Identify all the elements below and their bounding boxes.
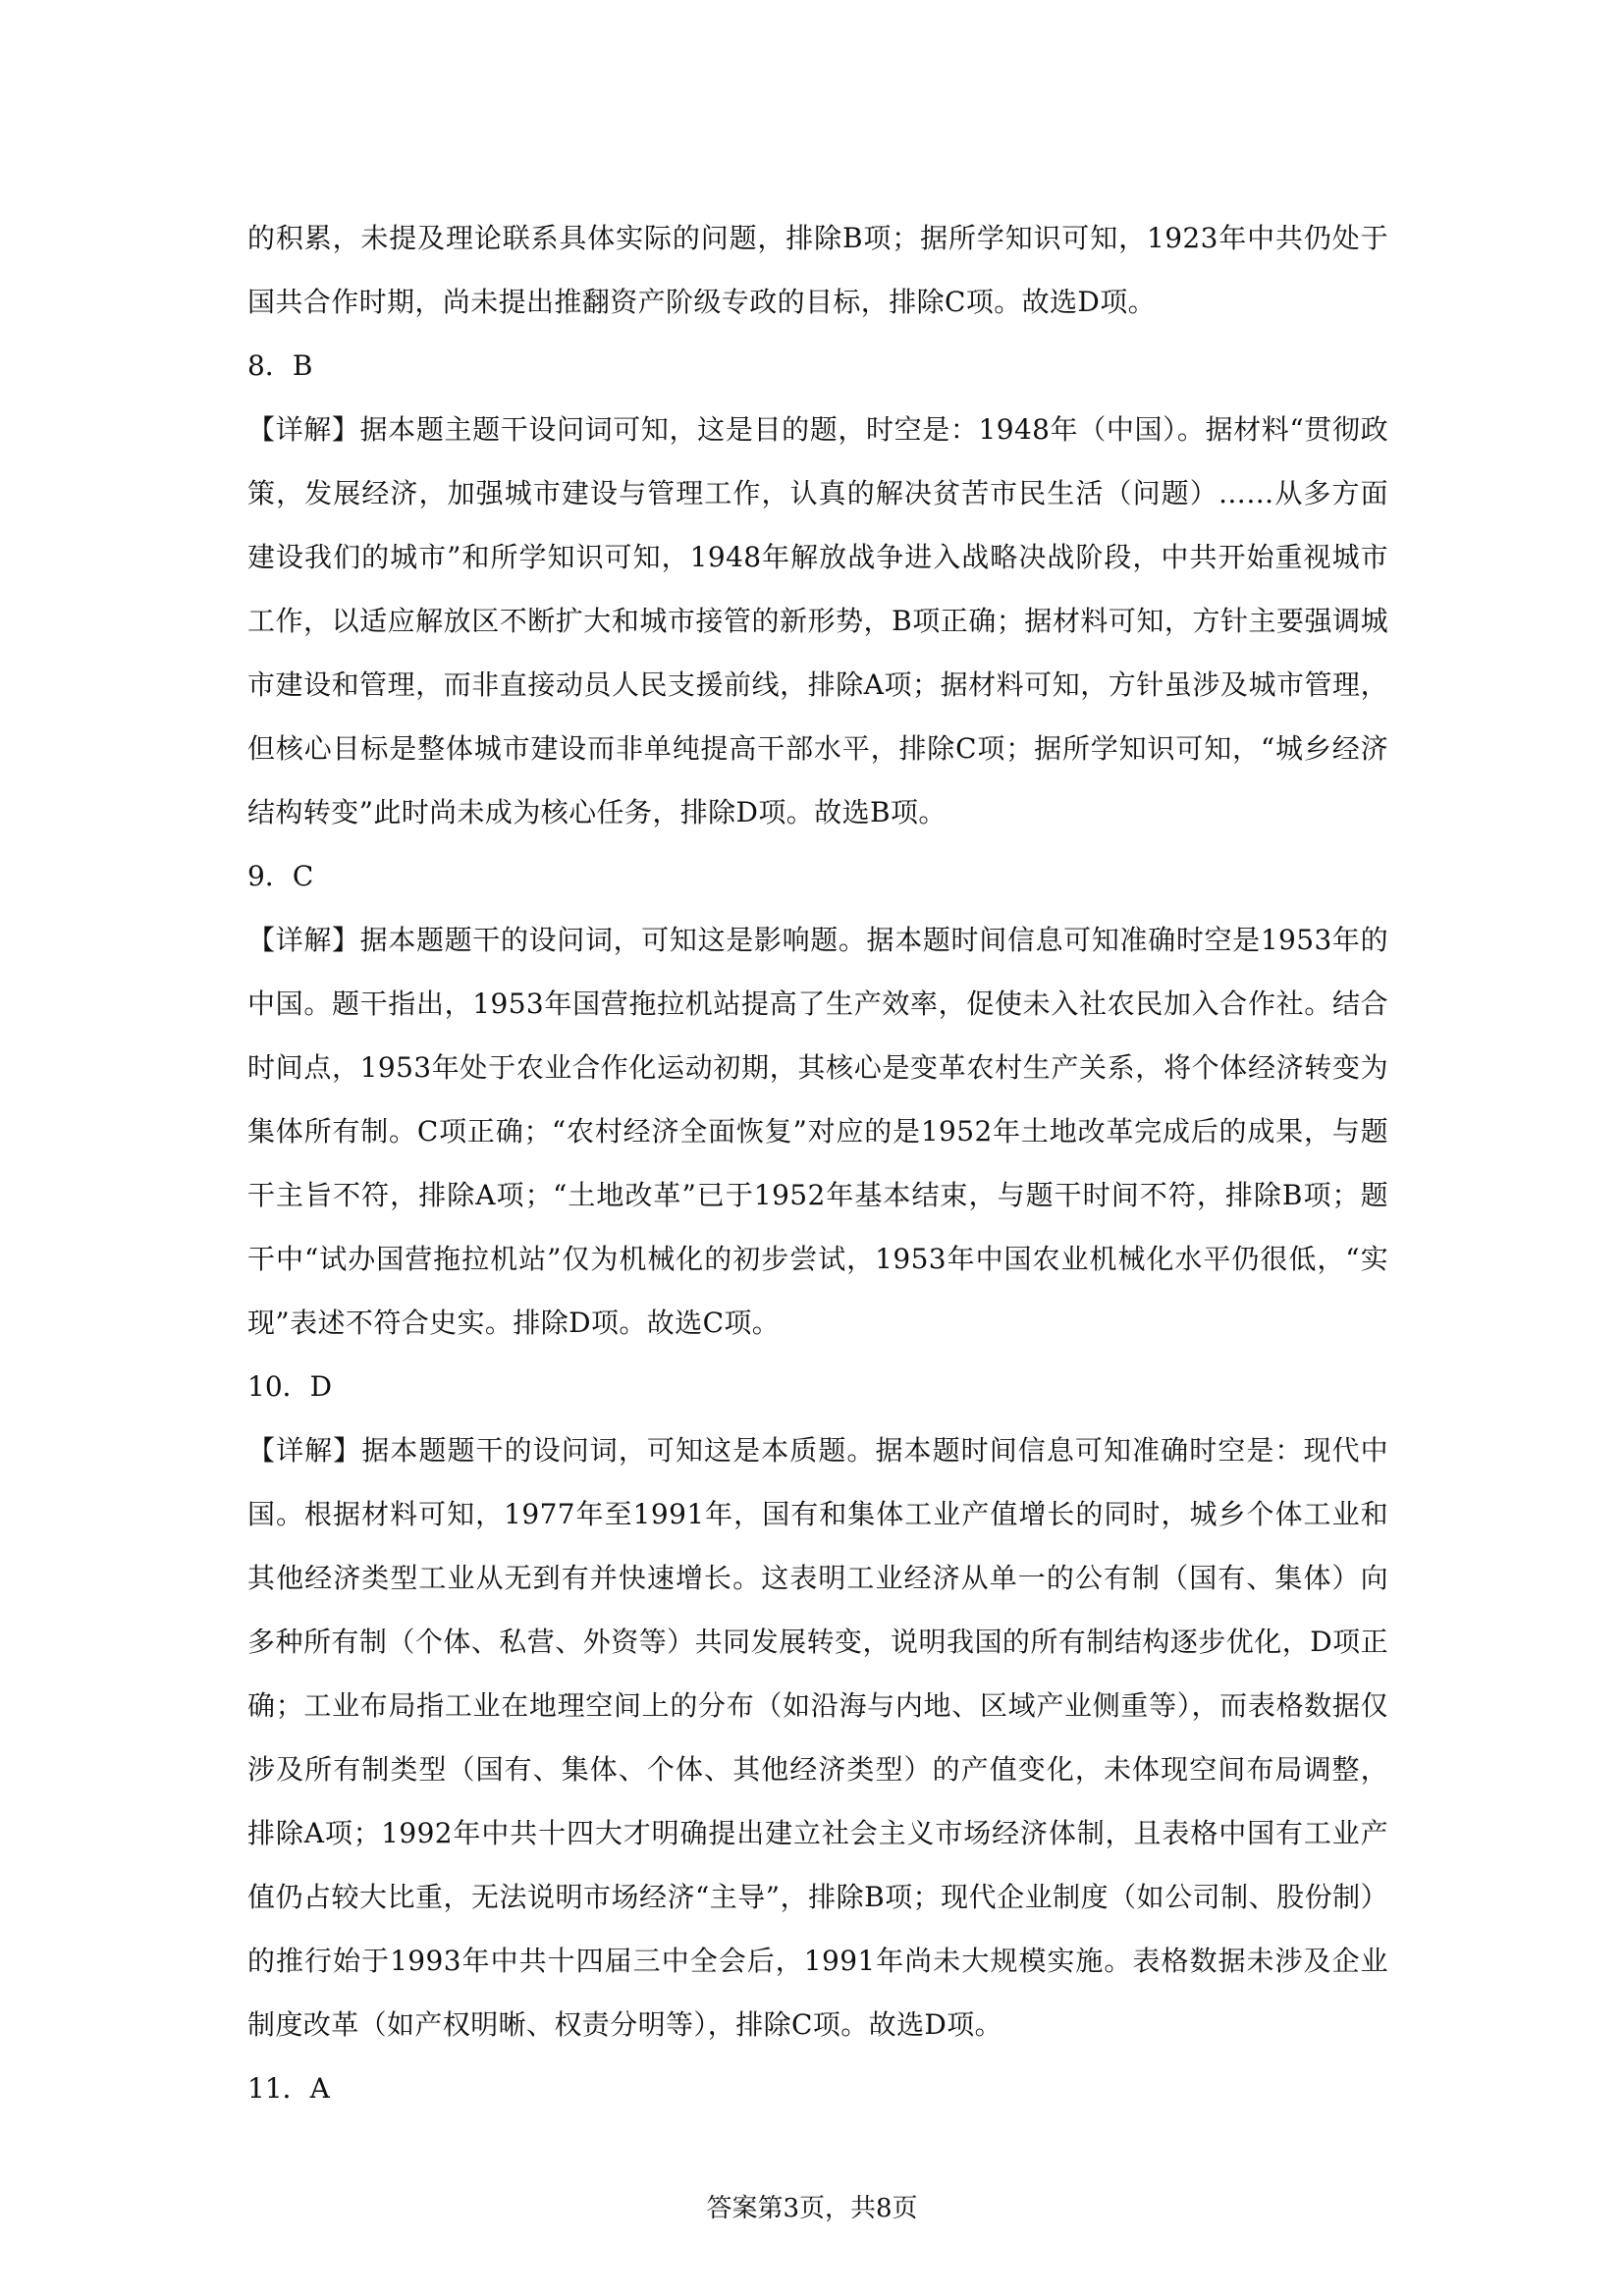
explanation-tag: 【详解】 <box>247 413 360 446</box>
continuation-paragraph: 的积累，未提及理论联系具体实际的问题，排除B项；据所学知识可知，1923年中共仍处于国共合作时期，尚未提出推翻资产阶级专政的目标，排除C项。故选D项。 <box>247 222 1388 318</box>
explanation-8 <box>247 398 1388 844</box>
explanation-text: 据本题主题干设问词可知，这是目的题，时空是：1948年（中国）。据材料“贯彻政策，发展经济，加强城市建设与管理工作，认真的解决贫苦市民生活（问题）……从多方面建设我们的城市”和所学知识可知，1948年解放战争进入战略决战阶段，中共开始重视城市工作，以适应解放区不断扩大和城市接管的新形势，B项正确；据材料可知，方针主要强调城市建设和管理，而非直接动员人民支援前线，排除A项；据材料可知，方针虽涉及城市管理，但核心目标是整体城市建设而非单纯提高干部水平，排除C项；据所学知识可知，“城乡经济结构转变”此时尚未成为核心任务，排除D项。故选B项。 <box>247 413 1388 828</box>
answer-8: 8．B <box>247 349 313 382</box>
answer-sheet-page <box>247 206 1388 2120</box>
explanation-tag: 【详解】 <box>247 1434 362 1467</box>
explanation-text: 据本题题干的设问词，可知这是影响题。据本题时间信息可知准确时空是1953年的中国。题干指出，1953年国营拖拉机站提高了生产效率，促使未入社农民加入合作社。结合时间点，1953年处于农业合作化运动初期，其核心是变革农村生产关系，将个体经济转变为集体所有制。C项正确；“农村经济全面恢复”对应的是1952年土地改革完成后的成果，与题干主旨不符，排除A项；“土地改革”已于1952年基本结束，与题干时间不符，排除B项；题干中“试办国营拖拉机站”仅为机械化的初步尝试，1953年中国农业机械化水平仍很低，“实现”表述不符合史实。排除D项。故选C项。 <box>247 924 1388 1339</box>
page-footer: 答案第3页，共8页 <box>706 2194 918 2223</box>
explanation-tag: 【详解】 <box>247 924 360 956</box>
answer-11: 11．A <box>247 2072 330 2105</box>
explanation-10 <box>247 1418 1388 2056</box>
answer-10: 10．D <box>247 1370 333 1403</box>
explanation-9 <box>247 908 1388 1355</box>
answer-9: 9．C <box>247 860 314 892</box>
explanation-text: 据本题题干的设问词，可知这是本质题。据本题时间信息可知准确时空是：现代中国。根据材料可知，1977年至1991年，国有和集体工业产值增长的同时，城乡个体工业和其他经济类型工业从无到有并快速增长。这表明工业经济从单一的公有制（国有、集体）向多种所有制（个体、私营、外资等）共同发展转变，说明我国的所有制结构逐步优化，D项正确；工业布局指工业在地理空间上的分布（如沿海与内地、区域产业侧重等），而表格数据仅涉及所有制类型（国有、集体、个体、其他经济类型）的产值变化，未体现空间布局调整，排除A项；1992年中共十四大才明确提出建立社会主义市场经济体制，且表格中国有工业产值仍占较大比重，无法说明市场经济“主导”，排除B项；现代企业制度（如公司制、股份制）的推行始于1993年中共十四届三中全会后，1991年尚未大规模实施。表格数据未涉及企业制度改革（如产权明晰、权责分明等），排除C项。故选D项。 <box>247 1434 1388 2041</box>
